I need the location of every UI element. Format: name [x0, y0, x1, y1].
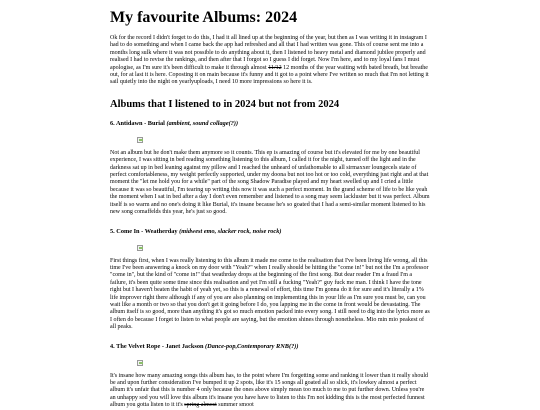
intro-struck-text: 11/12 — [268, 64, 282, 71]
broken-image-icon — [137, 137, 143, 143]
album-genre: (ambient, sound collage(?)) — [166, 119, 239, 127]
album-genre: (Dance-pop,Contemporary RNB(?)) — [205, 342, 299, 350]
album-review-5: First things first, when I was really listening to this album it made me come to the realisation that I've been living life wrong, all this time I've been answering a knock on my door with "Yeah?" when I really should be hitting the "come in!" but not the I'm a professor "come in", but the kind of "come in!" that weathrday drops at the beginning of the first song. But dear reader I'm a fraud I'm a failure, it's been quite some time since this realisation and yet I'm still a fucking "Yeah?" guy fuck me man. I think I have the tone right but I haven't beaten the habit of yeah yet, so this is a renewal of effort, this time I'm gonna do it for sure and it's literally a 1% life improver right there although if any of you are also planning on implementing this in your life as I'm sure you must be, can you wait like a month or two so that you don't get it going before I do, you lapping me in the come in front would be devastating. The album itself is so good, more than anything it's got so much emotion packed into every song. I still need to dig into the lyrics more as I often do because I forget to listen to what people are saying, but the emotion shines through nonetheless. Mio min mio peakest of all peaks. — [110, 257, 430, 331]
album-heading-6 — [110, 120, 430, 128]
album-title: 4. The Velvet Rope - Janet Jackson — [110, 342, 206, 350]
review-struck-text: spring almost — [184, 402, 217, 409]
broken-image-icon — [137, 360, 143, 366]
review-text-before: It's insane how many amazing songs this album has, to the point where I'm forgetting some and ranking it lower than it really should be and upon further consideration I've bumped it up 2 spots, like it's 15 songs all goated all so slick, it's lowkey almost a perfect album it's unfair that this is number 4 only because the ones above simply mean too much to me to put further down. Unless you're an unhappy sod you will love this album it's insane you have have to listen to this I'm not kidding this is the most perfected funnest album you gotta listen to it it's — [110, 372, 428, 409]
album-review-4 — [110, 373, 430, 410]
album-cover-4 — [110, 353, 430, 365]
page-title: My favourite Albums: 2024 — [110, 9, 298, 26]
album-title: 6. Antidawn - Burial — [110, 119, 167, 127]
album-title: 5. Come In - Weatherday — [110, 227, 180, 235]
album-genre: (midwest emo, slacker rock, noise rock) — [179, 227, 282, 235]
broken-image-icon — [137, 245, 143, 251]
album-review-6: Not an album but he don't make them anymore so it counts. This ep is amazing of course but it's elevated for me by one beautiful experience, I was sitting in bed reading something listening to this album, I called it for the night, turned off the light and in the darkness sat up in bed leaning against my pillow and I reached the unheard of unfathomable to all sirmaxxer loungecels state of perfect comfortableness, my weight perfectly supported, under my doona but not too hot or too cold, everything just right and at that moment the "let me hold you for a while" part of the song Shadow Paradise played and my heart swelled up and I cried a little because it was so beautiful, I'm tearing up writing this now it was such a perfect moment. In the grand scheme of life to be like yeah the moment when I sat in bed after a day I don't even remember and listened to a song may seem lackluster but it was perfect. Album itself is so warm and no one's doing it like Burial, it's insane because he's so goated that I had a semi-similar moment listened to his new song comaffelds this year, he's just so good. — [110, 149, 430, 216]
album-cover-5 — [110, 238, 430, 250]
intro-paragraph — [110, 35, 430, 87]
intro-text-after: 12 months of the year waiting with bated breath, but breathe out, for at last it is here. Coposting it on main because it's funny and it got to a point where I've written so much that I'm not letting it sail quietly into the night on yearlyuploads, I need 10 more impressions so here it is. — [110, 64, 429, 86]
album-cover-6 — [110, 130, 430, 142]
section-heading: Albums that I listened to in 2024 but not from 2024 — [110, 98, 340, 110]
album-heading-5 — [110, 228, 430, 236]
album-heading-4 — [110, 343, 430, 351]
review-text-after: summer smoot — [216, 402, 254, 409]
intro-text-before: Ok for the record I didn't forget to do this, I had it all lined up at the beginning of the year, but then as I was writing it in instagram I had to do something and when I came back the app had refreshed and all that I had written was gone. This of course sent me into a months long sulk where it was not possible to do anything about it, then I listened to heavy metal and diamond jubilee properly and realised I had to revise the rankings, and then after that I forgot so I guess I did forget. Now I'm here, and to my loyal fans I must apologise, as I'm sure it's been difficult to make it through almost — [110, 35, 427, 71]
